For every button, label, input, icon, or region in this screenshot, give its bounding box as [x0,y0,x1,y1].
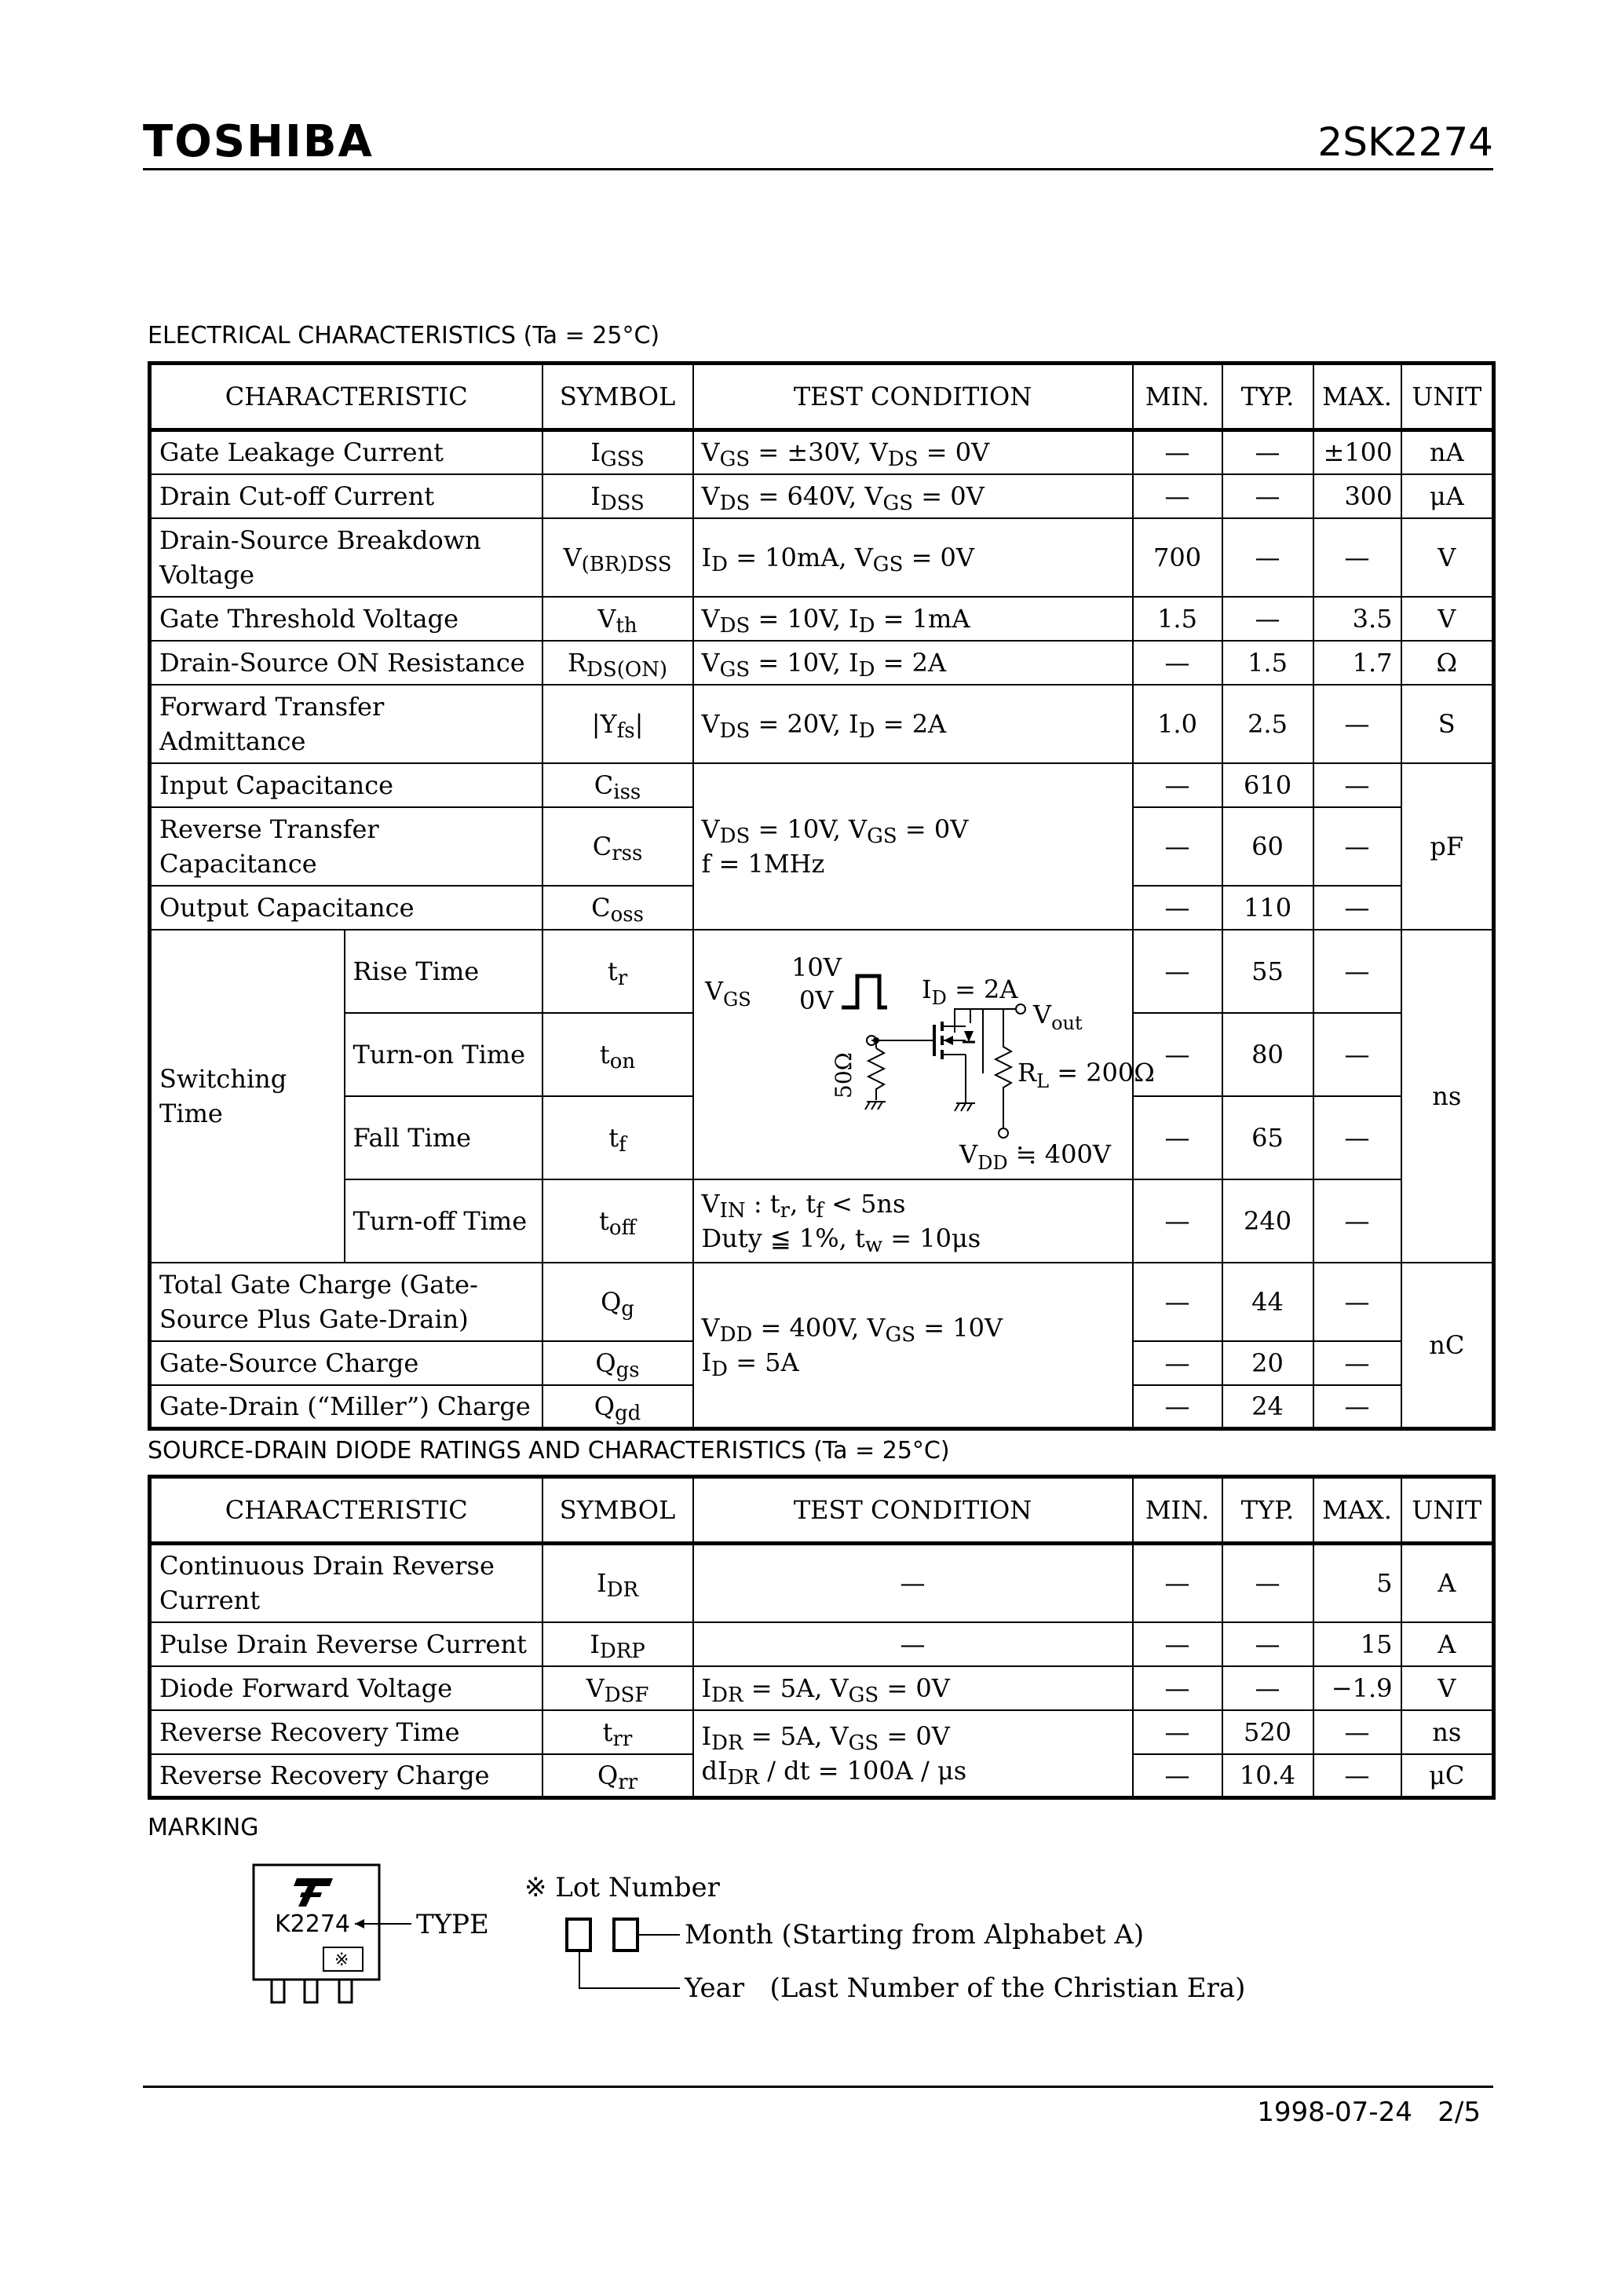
footer-page: 2/5 [1438,2097,1481,2128]
symbol: $C_{rss}$ [542,807,693,886]
unit: pF [1401,763,1494,930]
footer [1257,2097,1481,2128]
footer-date: 1998-07-24 [1257,2097,1412,2128]
year-digit-box [567,1919,590,1951]
min-value: — [1133,1385,1222,1429]
col-min: MIN. [1133,364,1222,430]
table-row [150,1666,1494,1710]
char-name: Forward Transfer Admittance [150,685,542,763]
table-row [150,1179,1494,1263]
test-condition-recovery: $I_{DR} = 5A$, $V_{GS} = 0V$ $dI_{DR}$ / dt = 100A / μs [693,1710,1133,1798]
min-value: — [1133,1263,1222,1341]
max-value: ±100 [1313,430,1401,474]
unit: μA [1401,474,1494,518]
unit: nA [1401,430,1494,474]
char-name: Drain-Source ON Resistance [150,641,542,685]
min-value: — [1133,1096,1222,1179]
table-row [150,1710,1494,1754]
max-value: — [1313,518,1401,597]
max-value: −1.9 [1313,1666,1401,1710]
package-leads [272,1980,352,2002]
marking-title: MARKING [148,1814,259,1841]
min-value: — [1133,1544,1222,1622]
char-name: Drain Cut-off Current [150,474,542,518]
switching-test-circuit [693,930,1155,1179]
unit: A [1401,1544,1494,1622]
col-test-condition: TEST CONDITION [693,364,1133,430]
typ-value: 20 [1222,1341,1313,1385]
unit: nC [1401,1263,1494,1429]
symbol: $t_{on}$ [542,1013,693,1096]
table-row [150,597,1494,641]
unit: V [1401,597,1494,641]
table-row [150,430,1494,474]
marking-package-diagram [250,1861,509,2018]
char-name: Gate Leakage Current [150,430,542,474]
symbol: $t_{off}$ [542,1179,693,1263]
min-value: — [1133,1666,1222,1710]
typ-value: 80 [1222,1013,1313,1096]
symbol: $C_{oss}$ [542,886,693,930]
unit: ns [1401,1710,1494,1754]
col-characteristic: CHARACTERISTIC [150,1477,542,1544]
electrical-table [148,361,1496,1431]
char-name: Input Capacitance [150,763,542,807]
typ-value: 10.4 [1222,1754,1313,1798]
gate-resistor [868,1048,884,1100]
typ-value: 55 [1222,930,1313,1013]
typ-value: — [1222,597,1313,641]
typ-value: 240 [1222,1179,1313,1263]
vout-terminal [1016,1004,1025,1014]
ground-symbol [955,1103,975,1111]
symbol: $R_{DS(ON)}$ [542,641,693,685]
min-value: 1.0 [1133,685,1222,763]
min-value: 700 [1133,518,1222,597]
max-value: — [1313,1754,1401,1798]
table-row [150,641,1494,685]
col-unit: UNIT [1401,1477,1494,1544]
unit: Ω [1401,641,1494,685]
test-condition-switching: $V_{IN}$ : $t_r$, $t_f < 5ns$ Duty ≦ 1%, $t_w = 10\mu s$ [693,1179,1133,1263]
test-condition: $I_D = 10mA$, $V_{GS} = 0V$ [693,518,1133,597]
symbol: $Q_{rr}$ [542,1754,693,1798]
char-name: Gate-Drain (“Miller”) Charge [150,1385,542,1429]
test-condition: $V_{GS} = 10V$, $I_D = 2A$ [693,641,1133,685]
test-condition: — [693,1622,1133,1666]
col-max: MAX. [1313,1477,1401,1544]
min-value: — [1133,641,1222,685]
part-number: 2SK2274 [1317,119,1493,165]
min-value: — [1133,1341,1222,1385]
symbol: $t_f$ [542,1096,693,1179]
typ-value: 110 [1222,886,1313,930]
min-value: — [1133,930,1222,1013]
min-value: — [1133,1622,1222,1666]
char-name: Turn-off Time [345,1179,542,1263]
table-row [150,1622,1494,1666]
switching-time-label: Switching Time [150,930,345,1263]
table-row [150,1544,1494,1622]
symbol: $I_{GSS}$ [542,430,693,474]
table-header [150,1477,1494,1544]
max-value: — [1313,930,1401,1013]
max-value: 1.7 [1313,641,1401,685]
max-value: — [1313,1096,1401,1179]
char-name: Rise Time [345,930,542,1013]
char-name: Gate-Source Charge [150,1341,542,1385]
symbol: $V_{(BR)DSS}$ [542,518,693,597]
typ-value: — [1222,1544,1313,1622]
lot-mark-symbol: ※ [334,1951,349,1970]
year-description: Year (Last Number of the Christian Era) [685,1972,1246,2004]
typ-value: 44 [1222,1263,1313,1341]
unit: V [1401,1666,1494,1710]
col-characteristic: CHARACTERISTIC [150,364,542,430]
char-name: Turn-on Time [345,1013,542,1096]
max-value: 300 [1313,474,1401,518]
symbol: $Q_g$ [542,1263,693,1341]
vout-label: $V_{out}$ [1032,999,1083,1034]
symbol: $I_{DRP}$ [542,1622,693,1666]
max-value: — [1313,685,1401,763]
load-resistor [995,1009,1011,1128]
unit: V [1401,518,1494,597]
typ-value: 24 [1222,1385,1313,1429]
char-name: Fall Time [345,1096,542,1179]
pulse-high-label: 10V [791,952,842,982]
col-typ: TYP. [1222,364,1313,430]
marking-part-number: K2274 [275,1910,351,1938]
min-value: — [1133,1013,1222,1096]
lot-number-diagram [562,1913,688,2007]
pulse-waveform [842,976,887,1007]
max-value: — [1313,1341,1401,1385]
footer-rule [143,2086,1493,2088]
symbol: $I_{DR}$ [542,1544,693,1622]
min-value: — [1133,1179,1222,1263]
vgs-label: $V_{GS}$ [704,975,751,1011]
pulse-low-label: 0V [798,985,833,1015]
test-condition-charge: $V_{DD} = 400V$, $V_{GS} = 10V$ $I_D = 5A$ [693,1263,1133,1429]
typ-value: — [1222,474,1313,518]
test-condition: $V_{GS} = \pm 30V$, $V_{DS} = 0V$ [693,430,1133,474]
gate-resistor-label: 50Ω [830,1051,857,1099]
char-name: Reverse Transfer Capacitance [150,807,542,886]
max-value: 3.5 [1313,597,1401,641]
month-description: Month (Starting from Alphabet A) [685,1919,1145,1951]
min-value: — [1133,1710,1222,1754]
max-value: — [1313,763,1401,807]
char-name: Reverse Recovery Time [150,1710,542,1754]
col-symbol: SYMBOL [542,1477,693,1544]
min-value: 1.5 [1133,597,1222,641]
symbol: $|Y_{fs}|$ [542,685,693,763]
typ-value: — [1222,518,1313,597]
min-value: — [1133,474,1222,518]
toshiba-logo-icon [294,1878,333,1907]
unit: S [1401,685,1494,763]
diode-table [148,1475,1496,1800]
typ-value: 65 [1222,1096,1313,1179]
symbol: $t_{rr}$ [542,1710,693,1754]
col-max: MAX. [1313,364,1401,430]
typ-value: 520 [1222,1710,1313,1754]
unit: A [1401,1622,1494,1666]
vdd-label: $V_{DD}$ ≒ 400V [959,1139,1111,1174]
max-value: 15 [1313,1622,1401,1666]
min-value: — [1133,886,1222,930]
min-value: — [1133,807,1222,886]
typ-value: — [1222,1666,1313,1710]
char-name: Total Gate Charge (Gate- Source Plus Gate-Drain) [150,1263,542,1341]
col-min: MIN. [1133,1477,1222,1544]
symbol: $I_{DSS}$ [542,474,693,518]
char-name: Gate Threshold Voltage [150,597,542,641]
test-condition: $V_{DS} = 10V$, $I_D = 1mA$ [693,597,1133,641]
typ-value: 1.5 [1222,641,1313,685]
symbol: $V_{DSF}$ [542,1666,693,1710]
typ-value: — [1222,1622,1313,1666]
min-value: — [1133,430,1222,474]
typ-value: — [1222,430,1313,474]
symbol: $Q_{gs}$ [542,1341,693,1385]
table-row [150,474,1494,518]
ground-symbol [865,1102,886,1110]
symbol: $C_{iss}$ [542,763,693,807]
typ-value: 610 [1222,763,1313,807]
min-value: — [1133,763,1222,807]
table-row [150,930,1494,1013]
type-label: TYPE [416,1909,489,1940]
symbol: $t_r$ [542,930,693,1013]
char-name: Reverse Recovery Charge [150,1754,542,1798]
test-condition: $V_{DS} = 640V$, $V_{GS} = 0V$ [693,474,1133,518]
symbol: $Q_{gd}$ [542,1385,693,1429]
char-name: Pulse Drain Reverse Current [150,1622,542,1666]
test-condition: — [693,1544,1133,1622]
test-condition: $I_{DR} = 5A$, $V_{GS} = 0V$ [693,1666,1133,1710]
max-value: — [1313,886,1401,930]
max-value: — [1313,1710,1401,1754]
symbol: $V_{th}$ [542,597,693,641]
switching-circuit-diagram [694,930,1155,1179]
char-name: Diode Forward Voltage [150,1666,542,1710]
col-test-condition: TEST CONDITION [693,1477,1133,1544]
table-row [150,685,1494,763]
unit: μC [1401,1754,1494,1798]
table-row [150,763,1494,807]
table-header [150,364,1494,430]
max-value: — [1313,807,1401,886]
max-value: — [1313,1385,1401,1429]
col-typ: TYP. [1222,1477,1313,1544]
min-value: — [1133,1754,1222,1798]
lot-number-label: ※ Lot Number [524,1872,720,1903]
typ-value: 2.5 [1222,685,1313,763]
test-condition: $V_{DS} = 20V$, $I_D = 2A$ [693,685,1133,763]
unit: ns [1401,930,1494,1263]
typ-value: 60 [1222,807,1313,886]
brand-logo: TOSHIBA [143,116,374,167]
max-value: — [1313,1013,1401,1096]
month-digit-box [614,1919,637,1951]
diode-title: SOURCE-DRAIN DIODE RATINGS AND CHARACTERISTICS (Ta = 25°C) [148,1437,950,1464]
id-label: $I_D = 2A$ [921,974,1018,1009]
rl-label: $R_L = 200\Omega$ [1017,1057,1155,1092]
table-row [150,1263,1494,1341]
char-name: Output Capacitance [150,886,542,930]
test-condition-capacitance: $V_{DS} = 10V$, $V_{GS} = 0V$ f = 1MHz [693,763,1133,930]
electrical-title: ELECTRICAL CHARACTERISTICS (Ta = 25°C) [148,322,660,349]
char-name: Drain-Source Breakdown Voltage [150,518,542,597]
max-value: — [1313,1179,1401,1263]
char-name: Continuous Drain Reverse Current [150,1544,542,1622]
col-symbol: SYMBOL [542,364,693,430]
max-value: — [1313,1263,1401,1341]
header-rule [143,168,1493,170]
col-unit: UNIT [1401,364,1494,430]
max-value: 5 [1313,1544,1401,1622]
table-row [150,518,1494,597]
